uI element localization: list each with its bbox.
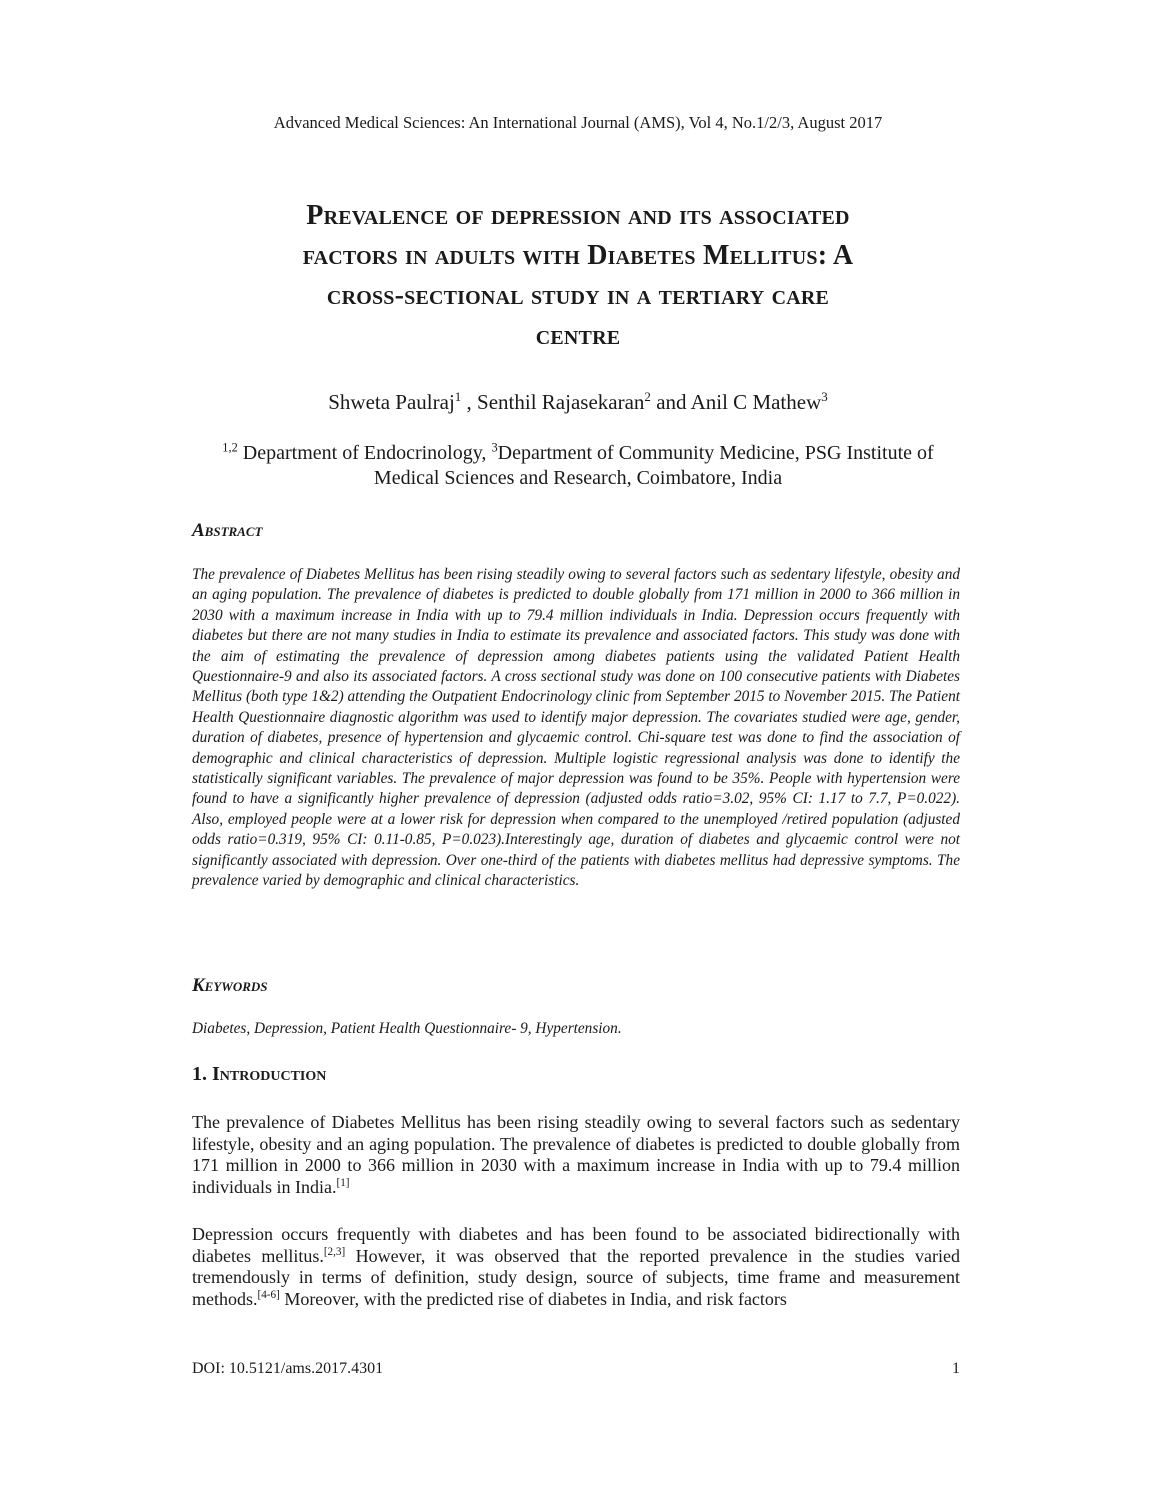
title-line: cross-sectional study in a tertiary care <box>326 280 830 311</box>
citation-ref: [4-6] <box>257 1289 280 1302</box>
abstract-text: The prevalence of Diabetes Mellitus has been rising steadily owing to several factors such as sedentary lifestyle, obesity and an aging population. The prevalence of diabetes is predicted to double globally from 171 million in 2000 to 366 million in 2030 with a maximum increase in India with up to 79.4 million individuals in India. Depression occurs frequently with diabetes but there are not many studies in India to estimate its prevalence and associated factors. This study was done with the aim of estimating the prevalence of depression among diabetes patients using the validated Patient Health Questionnaire-9 and also its associated factors. A cross sectional study was done on 100 consecutive patients with Diabetes Mellitus (both type 1&2) attending the Outpatient Endocrinology clinic from September 2015 to November 2015. The Patient Health Questionnaire diagnostic algorithm was used to identify major depression. The covariates studied were age, gender, duration of diabetes, presence of hypertension and glycaemic control. Chi-square test was done to find the association of demographic and clinical characteristics of depression. Multiple logistic regressional analysis was done to identify the statistically significant variables. The prevalence of major depression was found to be 35%. People with hypertension were found to have a significantly higher prevalence of depression (adjusted odds ratio=3.02, 95% CI: 1.17 to 7.7, P=0.022). Also, employed people were at a lower risk for depression when compared to the unemployed /retired population (adjusted odds ratio=0.319, 95% CI: 0.11-0.85, P=0.023).Interestingly age, duration of diabetes and glycaemic control were not significantly associated with depression. Over one-third of the patients with diabetes mellitus had depressive symptoms. The prevalence varied by demographic and clinical characteristics. <box>192 566 960 890</box>
author-name: , Senthil Rajasekaran <box>461 390 645 414</box>
title-line: factors in adults with Diabetes Mellitus: A <box>302 240 854 271</box>
paragraph-text: Depression occurs frequently with diabetes and has been found to be associated bidirectionally with diabetes mellitus. <box>192 1224 960 1266</box>
keywords-text: Diabetes, Depression, Patient Health Questionnaire- 9, Hypertension. <box>192 1020 622 1037</box>
affiliations <box>190 441 966 491</box>
affiliation-text: Department of Endocrinology, <box>237 442 492 464</box>
author-name: and Anil C Mathew <box>650 390 822 414</box>
page-number: 1 <box>952 1360 960 1377</box>
author-affiliation-marker: 1 <box>454 389 462 404</box>
author-affiliation-marker: 2 <box>644 389 651 404</box>
author-list <box>0 390 1156 415</box>
intro-paragraph-2 <box>192 1224 960 1311</box>
author-name: Shweta Paulraj <box>328 390 455 414</box>
affiliation-marker: 1,2 <box>222 440 238 455</box>
paragraph-text: Moreover, with the predicted rise of diabetes in India, and risk factors <box>279 1289 787 1310</box>
paragraph-text: However, it was observed that the reported prevalence in the studies varied tremendously in terms of definition, study design, source of subjects, time frame and measurement methods. <box>192 1245 960 1310</box>
paragraph-text: The prevalence of Diabetes Mellitus has been rising steadily owing to several factors such as sedentary lifestyle, obesity and an aging population. The prevalence of diabetes is predicted to double globally from 171 million in 2000 to 366 million in 2030 with a maximum increase in India with up to 79.4 million individuals in India. <box>192 1112 960 1198</box>
footer-doi: DOI: 10.5121/ams.2017.4301 <box>192 1360 384 1377</box>
citation-ref: [2,3] <box>323 1245 346 1258</box>
running-header: Advanced Medical Sciences: An International Journal (AMS), Vol 4, No.1/2/3, August 2017 <box>273 113 883 132</box>
keywords-heading: Keywords <box>192 975 268 996</box>
citation-ref: [1] <box>336 1177 350 1190</box>
title-line: centre <box>535 320 621 351</box>
affiliation-text: Department of Community Medicine, PSG Institute of Medical Sciences and Research, Coimbatore, India <box>373 442 934 489</box>
title-line: Prevalence of depression and its associated <box>306 200 850 231</box>
intro-paragraph-1 <box>192 1112 960 1199</box>
abstract-heading: Abstract <box>192 520 263 541</box>
introduction-heading: 1. Introduction <box>192 1063 327 1085</box>
affiliation-marker: 3 <box>491 440 498 455</box>
author-affiliation-marker: 3 <box>821 389 828 404</box>
paper-title <box>150 196 1006 356</box>
